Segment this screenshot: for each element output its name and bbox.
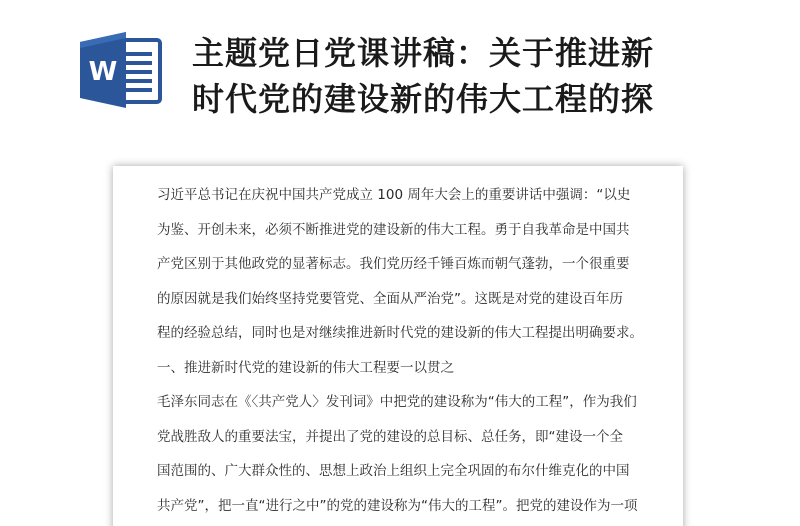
document-page	[113, 166, 683, 526]
svg-text:W: W	[88, 57, 118, 87]
section-heading: 一、推进新时代党的建设新的伟大工程要一以贯之	[157, 359, 454, 376]
title-line: 主题党日党课讲稿：关于推进新	[192, 34, 655, 72]
text-line: 共产党”，把一直“进行之中”的党的建设称为“伟大的工程”。把党的建设作为一项	[157, 497, 638, 514]
text-line: 为鉴、开创未来，必须不断推进党的建设新的伟大工程。勇于自我革命是中国共	[157, 221, 630, 238]
header	[0, 0, 800, 140]
text-line: 产党区别于其他政党的显著标志。我们党历经千锤百炼而朝气蓬勃，一个很重要	[157, 256, 630, 272]
text-line: 毛泽东同志在《〈共产党人〉发刊词》中把党的建设称为“伟大的工程”，作为我们	[157, 394, 637, 410]
word-icon	[78, 30, 164, 110]
text-line: 习近平总书记在庆祝中国共产党成立 100 周年大会上的重要讲话中强调：“以史	[157, 187, 631, 203]
text-line: 党战胜敌人的重要法宝，并提出了党的建设的总目标、总任务，即“建设一个全	[157, 428, 623, 445]
text-line: 的原因就是我们始终坚持党要管党、全面从严治党”。这既是对党的建设百年历	[157, 290, 623, 307]
text-line: 国范围的、广大群众性的、思想上政治上组织上完全巩固的布尔什维克化的中国	[157, 463, 630, 479]
page-title	[192, 30, 792, 122]
title-line: 时代党的建设新的伟大工程的探	[192, 80, 655, 118]
document-body	[157, 178, 657, 523]
text-line: 程的经验总结，同时也是对继续推进新时代党的建设新的伟大工程提出明确要求。	[157, 325, 643, 341]
